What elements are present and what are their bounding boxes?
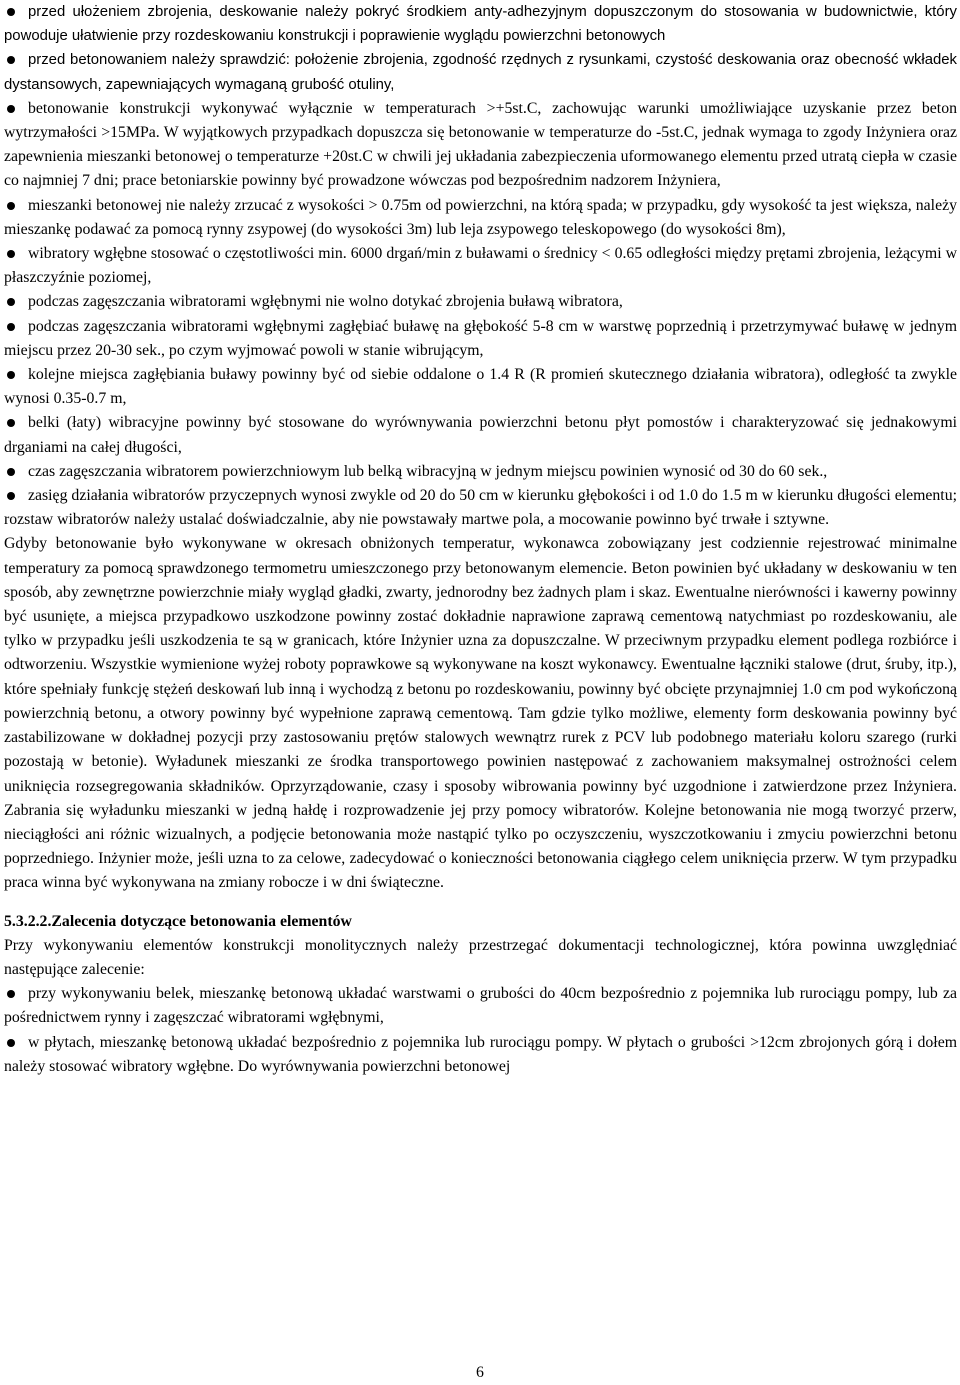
list-item: kolejne miejsca zagłębiania buławy powinny być od siebie oddalone o 1.4 R (R promień skutecznego działania wibratora), odległość ta zwykle wynosi 0.35-0.7 m, [4, 363, 957, 411]
list-item: zasięg działania wibratorów przyczepnych wynosi zwykle od 20 do 50 cm w kierunku głębokości i od 1.0 do 1.5 m w kierunku długości elementu; rozstaw wibratorów należy ustalać doświadczalnie, aby nie powstawały martwe pola, a mocowanie powinno być trwałe i sztywne. [4, 484, 957, 532]
section-intro: Przy wykonywaniu elementów konstrukcji monolitycznych należy przestrzegać dokumentacji technologicznej, która powinna uwzględniać następujące zalecenie: [4, 936, 957, 978]
list-item: wibratory wgłębne stosować o częstotliwości min. 6000 drgań/min z buławami o średnicy < 0.65 odległości między prętami zbrojenia, leżącymi w płaszczyźnie poziomej, [4, 242, 957, 290]
list-item: podczas zagęszczania wibratorami wgłębnymi zagłębiać buławę na głębokość 5-8 cm w warstwę poprzednią i przetrzymywać buławę w jednym miejscu przez 20-30 sek., po czym wyjmować powoli w stanie wibrującym, [4, 315, 957, 363]
list-item: przy wykonywaniu belek, mieszankę betonową układać warstwami o grubości do 40cm bezpośrednio z pojemnika lub rurociągu pompy, lub za pośrednictwem rynny i zagęszczać wibratorami wgłębnymi, [4, 982, 957, 1030]
list-item: mieszanki betonowej nie należy zrzucać z wysokości > 0.75m od powierzchni, na którą spada; w przypadku, gdy wysokość ta jest większa, należy mieszankę podawać za pomocą rynny zsypowej (do wysokości 3m) lub leja zsypowego teleskopowego (do wysokości 8m), [4, 194, 957, 242]
list-item: przed ułożeniem zbrojenia, deskowanie należy pokryć środkiem anty-adhezyjnym dopuszczonym do stosowania w budownictwie, który powoduje ułatwienie przy rozdeskowaniu konstrukcji i poprawienie wyglądu powierzchni betonowych [4, 0, 957, 48]
list-item: w płytach, mieszankę betonową układać bezpośrednio z pojemnika lub rurociągu pompy. W płytach o grubości >12cm zbrojonych górą i dołem należy stosować wibratory wgłębne. Do wyrównywania powierzchni betonowej [4, 1031, 957, 1079]
list-item: podczas zagęszczania wibratorami wgłębnymi nie wolno dotykać zbrojenia buławą wibratora, [4, 290, 957, 314]
section-heading: 5.3.2.2.Zalecenia dotyczące betonowania elementów [4, 912, 352, 930]
list-item: betonowanie konstrukcji wykonywać wyłącznie w temperaturach >+5st.C, zachowując warunki umożliwiające uzyskanie przez beton wytrzymałości >15MPa. W wyjątkowych przypadkach dopuszcza się betonowanie w temperaturze do -5st.C, jednak wymaga to zgody Inżyniera oraz zapewnienia mieszanki betonowej o temperaturze +20st.C w chwili jej układania zabezpieczenia uformowanego elementu przed utratą ciepła w czasie co najmniej 7 dni; prace betoniarskie powinny być prowadzone wówczas pod bezpośrednim nadzorem Inżyniera, [4, 97, 957, 194]
bullet-list-top [4, 0, 957, 532]
page-number: 6 [476, 1364, 484, 1381]
document-page [4, 0, 957, 1079]
bullet-list-bottom [4, 982, 957, 1079]
list-item: belki (łaty) wibracyjne powinny być stosowane do wyrównywania powierzchni betonu płyt pomostów i charakteryzować się jednakowymi drganiami na całej długości, [4, 411, 957, 459]
list-item: przed betonowaniem należy sprawdzić: położenie zbrojenia, zgodność rzędnych z rysunkami, czystość deskowania oraz obecność wkładek dystansowych, zapewniających wymaganą grubość otuliny, [4, 48, 957, 96]
main-paragraph: Gdyby betonowanie było wykonywane w okresach obniżonych temperatur, wykonawca zobowiązany jest codziennie rejestrować minimalne temperatury za pomocą sprawdzonego termometru umieszczonego przy betonowanym elemencie. Beton powinien być układany w deskowaniu w ten sposób, aby zewnętrzne powierzchnie miały wygląd gładki, zwarty, jednorodny bez żadnych plam i skaz. Ewentualne nierówności i kawerny powinny być usunięte, a miejsca przypadkowo uszkodzone powinny zostać dokładnie naprawione zaprawą cementową natychmiast po rozdeskowaniu, ale tylko w przypadku jeśli uszkodzenia te są w granicach, które Inżynier uzna za dopuszczalne. W przeciwnym przypadku element podlega rozbiórce i odtworzeniu. Wszystkie wymienione wyżej roboty poprawkowe są wykonywane na koszt wykonawcy. Ewentualne łączniki stalowe (drut, śruby, itp.), które spełniały funkcję stężeń deskowań lub inną i wychodzą z betonu po rozdeskowaniu, powinny być obcięte przynajmniej 1.0 cm pod wykończoną powierzchnią betonu, a otwory powinny być wypełnione zaprawą cementową. Tam gdzie tylko możliwe, elementy form deskowania powinny być zastabilizowane w dokładnej pozycji przy zastosowaniu prętów stalowych wewnątrz rurek z PCV lub podobnego materiału koloru szarego (rurki pozostają w betonie). Wyładunek mieszanki ze środka transportowego powinien następować z zachowaniem maksymalnej ostrożności celem uniknięcia rozsegregowania składników. Oprzyrządowanie, czasy i sposoby wibrowania powinny być uzgodnione i zatwierdzone przez Inżyniera. Zabrania się wyładunku mieszanki w jedną hałdę i rozprowadzenie jej przy pomocy wibratorów. Kolejne betonowania nie mogą tworzyć przerw, nieciągłości ani różnic wizualnych, a podjęcie betonowania może nastąpić tylko po oczyszczeniu, wyszczotkowaniu i zmyciu powierzchni betonu poprzedniego. Inżynier może, jeśli uzna to za celowe, zadecydować o konieczności betonowania ciągłego celem uniknięcia przerw. W tym przypadku praca winna być wykonywana na zmiany robocze i w dni świąteczne. [4, 535, 957, 892]
list-item: czas zagęszczania wibratorem powierzchniowym lub belką wibracyjną w jednym miejscu powinien wynosić od 30 do 60 sek., [4, 460, 957, 484]
